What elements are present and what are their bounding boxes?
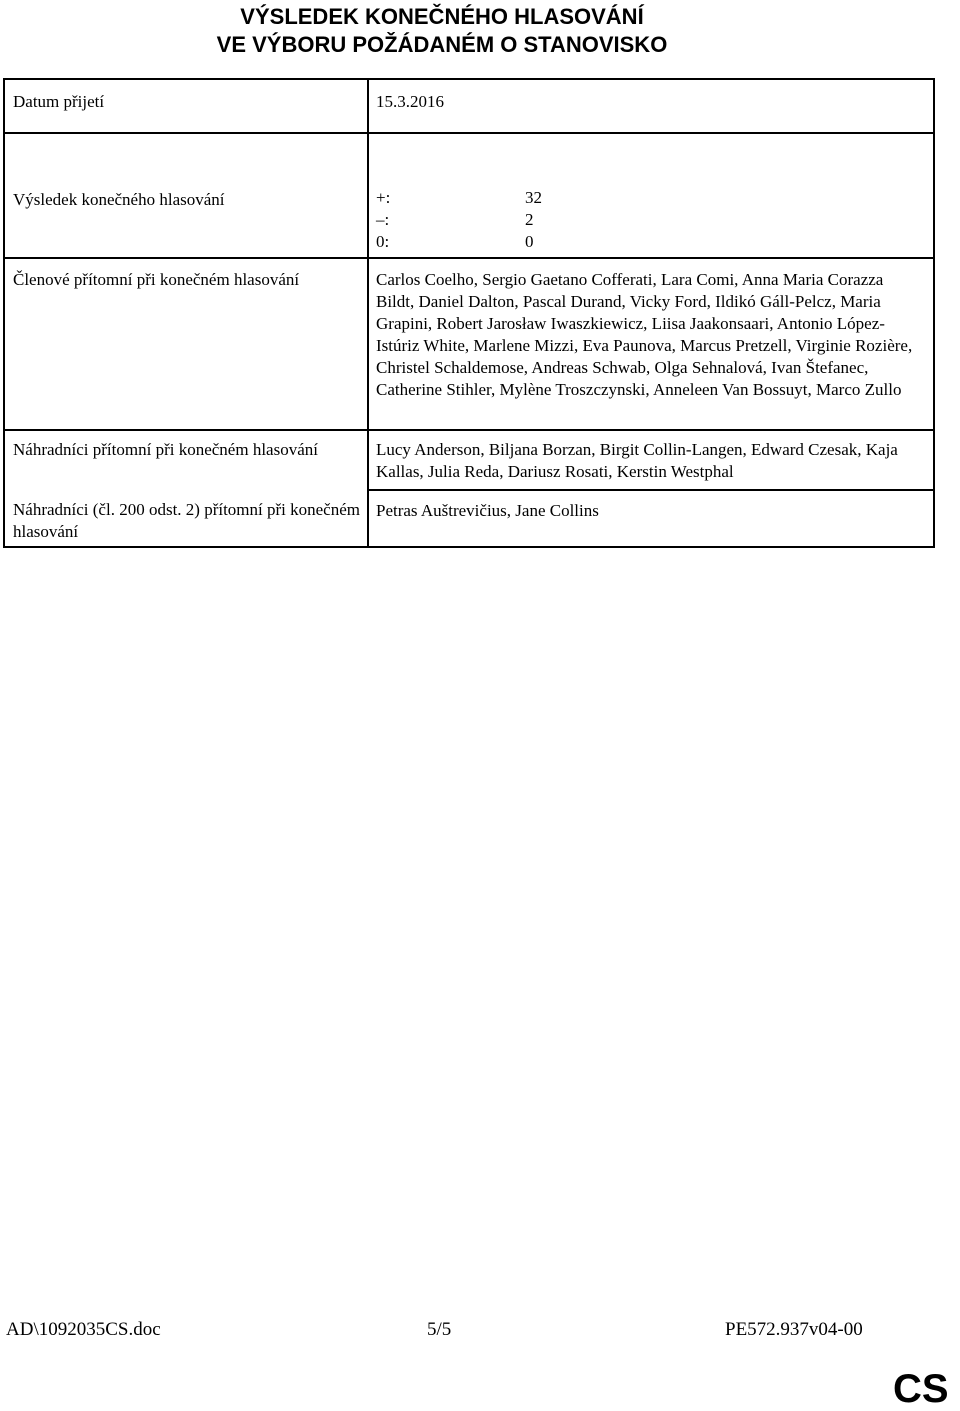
final-vote-table — [3, 78, 935, 548]
substitutes-rule-200-list: Petras Auštrevičius, Jane Collins — [368, 490, 934, 547]
table-row-substitutes — [4, 430, 934, 490]
tally-count: 32 — [525, 188, 542, 207]
tally-count: 0 — [525, 232, 534, 251]
members-label: Členové přítomní při konečném hlasování — [4, 258, 368, 430]
vote-result-tally — [368, 133, 934, 258]
footer-pe-reference: PE572.937v04-00 — [725, 1319, 863, 1340]
footer-document-reference: AD\1092035CS.doc — [6, 1319, 161, 1340]
vote-result-label: Výsledek konečného hlasování — [4, 133, 368, 258]
language-code: CS — [893, 1367, 949, 1411]
substitutes-rule-200-label: Náhradníci (čl. 200 odst. 2) přítomní při konečném hlasování — [4, 490, 368, 547]
adoption-date-value: 15.3.2016 — [368, 79, 934, 133]
substitutes-list: Lucy Anderson, Biljana Borzan, Birgit Collin-Langen, Edward Czesak, Kaja Kallas, Julia Reda, Dariusz Rosati, Kerstin Westphal — [368, 430, 934, 490]
tally-symbol: +: — [376, 188, 391, 207]
table-row-members — [4, 258, 934, 430]
substitutes-label: Náhradníci přítomní při konečném hlasování — [4, 430, 368, 490]
table-row-adoption-date — [4, 79, 934, 133]
document-title-line-1: VÝSLEDEK KONEČNÉHO HLASOVÁNÍ — [240, 4, 644, 29]
table-row-substitutes-rule-200 — [4, 490, 934, 547]
tally-symbol: –: — [376, 210, 390, 229]
document-title-line-2: VE VÝBORU POŽÁDANÉM O STANOVISKO — [216, 32, 668, 57]
footer-page-number: 5/5 — [427, 1319, 452, 1340]
table-row-vote-result — [4, 133, 934, 258]
tally-row-for — [376, 187, 925, 209]
tally-row-against — [376, 209, 925, 231]
adoption-date-label: Datum přijetí — [4, 79, 368, 133]
members-list: Carlos Coelho, Sergio Gaetano Cofferati, Lara Comi, Anna Maria Corazza Bildt, Daniel Dalton, Pascal Durand, Vicky Ford, Ildikó Gáll-Pelcz, Maria Grapini, Robert Jarosław Iwaszkiewicz, Liisa Jaakonsaari, Antonio López-Istúriz White, Marlene Mizzi, Eva Paunova, Marcus Pretzell, Virginie Rozière, Christel Schaldemose, Andreas Schwab, Olga Sehnalová, Ivan Štefanec, Catherine Stihler, Mylène Troszczynski, Anneleen Van Bossuyt, Marco Zullo — [368, 258, 934, 430]
tally-count: 2 — [525, 210, 534, 229]
tally-symbol: 0: — [376, 232, 390, 251]
tally-row-abstain — [376, 231, 925, 253]
